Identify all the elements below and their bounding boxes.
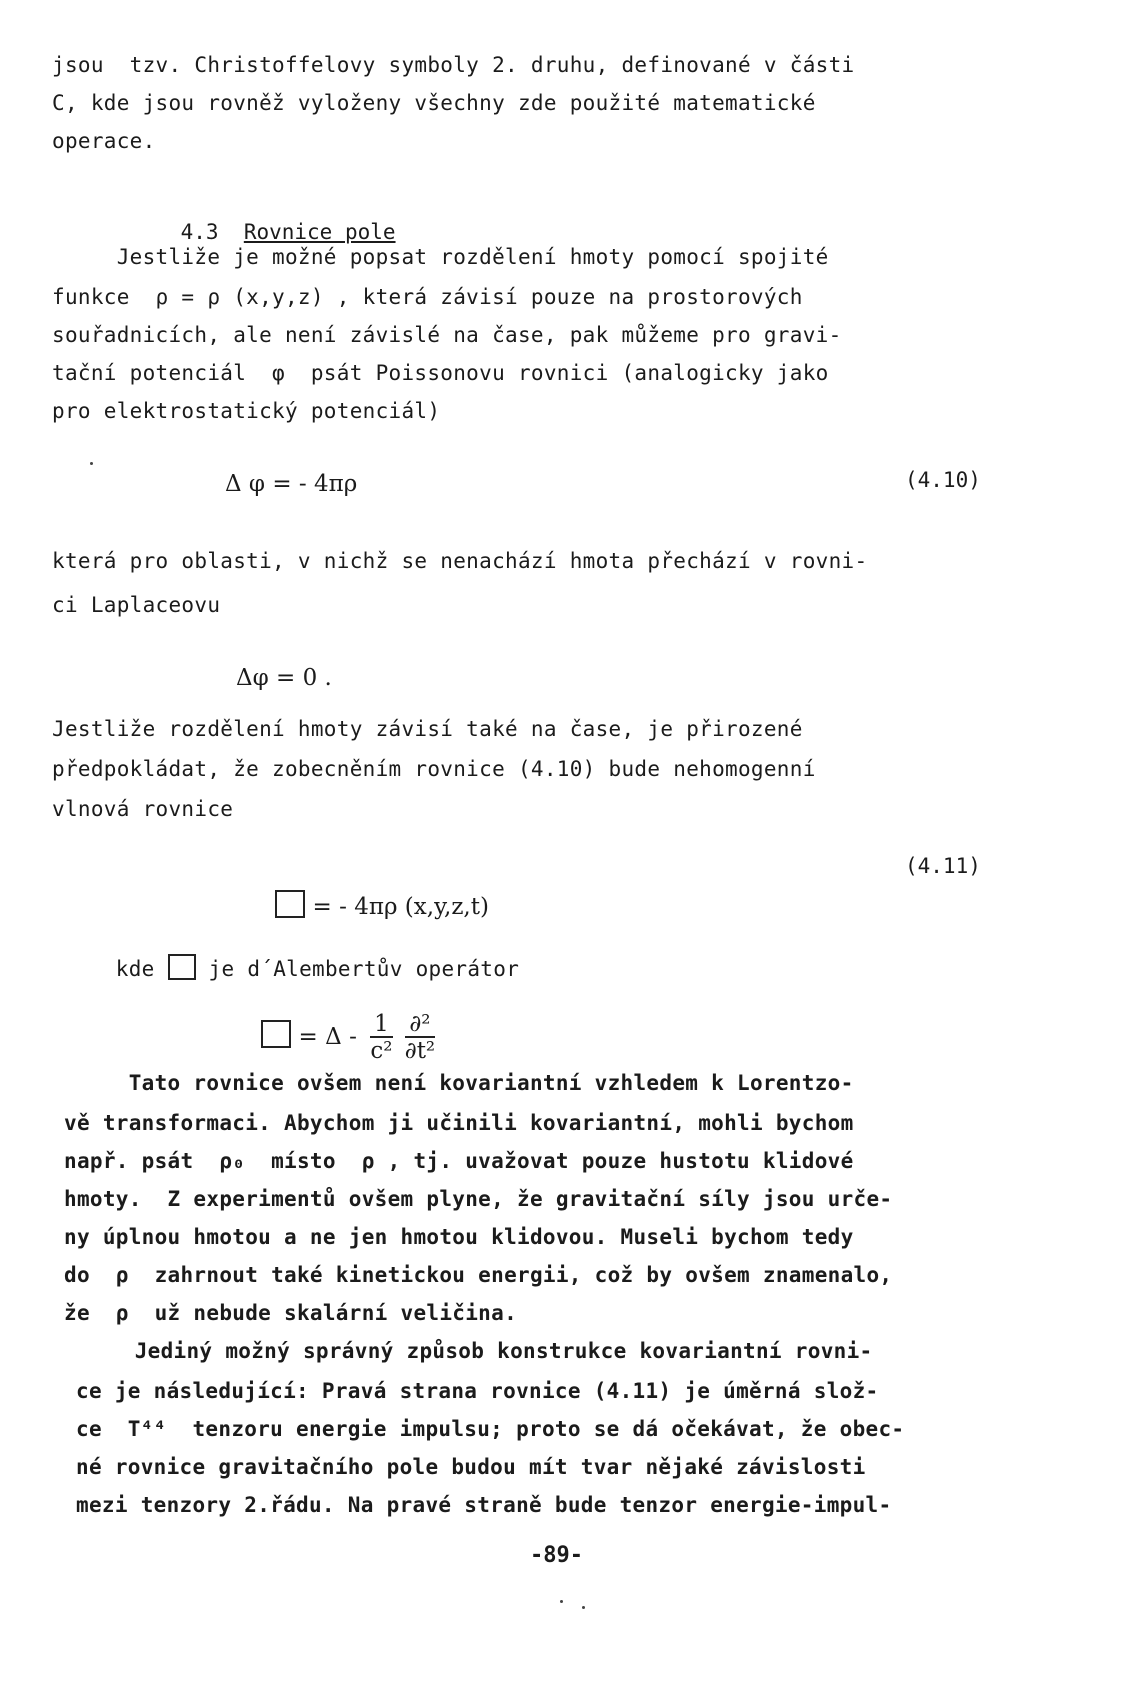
text-line: Tato rovnice ovšem není kovariantní vzhledem k Lorentzo-	[64, 1071, 854, 1095]
text-line: né rovnice gravitačního pole budou mít tvar nějaké závislosti	[76, 1455, 866, 1479]
text-line: hmoty. Z experimentů ovšem plyne, že gravitační síly jsou urče-	[64, 1187, 893, 1211]
text-line: ny úplnou hmotou a ne jen hmotou klidovou. Museli bychom tedy	[64, 1225, 854, 1249]
text-line: mezi tenzory 2.řádu. Na pravé straně bude tenzor energie-impul-	[76, 1493, 892, 1517]
text-line: Jestliže je možné popsat rozdělení hmoty pomocí spojité	[52, 245, 829, 269]
text-line: operace.	[52, 129, 156, 153]
scan-speck	[560, 1600, 563, 1603]
page-number: -89-	[530, 1543, 583, 1568]
equation-4-10: Δ φ = - 4πρ	[225, 471, 358, 497]
text-line: kde je d´Alembertův operátor	[64, 928, 519, 1008]
equation-number: (4.10)	[905, 468, 981, 492]
text-line: ci Laplaceovu	[52, 593, 221, 617]
section-number: 4.3	[180, 220, 219, 244]
text-line: Jestliže rozdělení hmoty závisí také na čase, je přirozené	[52, 717, 803, 741]
text-line: souřadnicích, ale není závislé na čase, pak můžeme pro gravi-	[52, 323, 842, 347]
scan-speck	[90, 462, 93, 465]
text-line: Jediný možný správný způsob konstrukce kovariantní rovni-	[70, 1339, 873, 1363]
text-line: do ρ zahrnout také kinetickou energii, což by ovšem znamenalo,	[64, 1263, 893, 1287]
text-line: jsou tzv. Christoffelovy symboly 2. druhu, definované v části	[52, 53, 855, 77]
fraction: $\frac{1}{\text{c²}}$	[370, 1011, 393, 1064]
text-line: funkce ρ = ρ (x,y,z) , která závisí pouze na prostorových	[52, 285, 803, 309]
text-line: že ρ už nebude skalární veličina.	[64, 1301, 518, 1325]
text-line: pro elektrostatický potenciál)	[52, 399, 441, 423]
fraction: $\frac{\text{∂²}}{\text{∂t²}}$	[404, 1011, 436, 1064]
dalembert-box-symbol	[168, 954, 196, 980]
text-line: vě transformaci. Abychom ji učinili kovariantní, mohli bychom	[64, 1111, 854, 1135]
section-title: Rovnice pole	[243, 220, 396, 244]
equation-number: (4.11)	[905, 854, 981, 878]
text-line: C, kde jsou rovněž vyloženy všechny zde použité matematické	[52, 91, 816, 115]
text-line: ce T⁴⁴ tenzoru energie impulsu; proto se dá očekávat, že obec-	[76, 1417, 905, 1441]
scan-speck	[582, 1606, 585, 1609]
text-line: předpokládat, že zobecněním rovnice (4.10) bude nehomogenní	[52, 757, 816, 781]
dalembert-box-symbol	[275, 890, 305, 918]
laplace-equation: Δφ = 0 .	[236, 665, 332, 691]
text-line: která pro oblasti, v nichž se nenachází hmota přechází v rovni-	[52, 549, 868, 573]
equation-4-11: = - 4πρ (x,y,z,t)	[246, 862, 489, 949]
text-line: např. psát ρ₀ místo ρ , tj. uvažovat pouze hustotu klidové	[64, 1149, 854, 1173]
text-line: ce je následující: Pravá strana rovnice (4.11) je úměrná slož-	[76, 1379, 879, 1403]
dalembert-operator-equation: = Δ - $\frac{1}{\text{c²}}$ $\frac{\text{∂²}}{\text{∂t²}}$	[232, 984, 441, 1092]
dalembert-box-symbol	[261, 1020, 291, 1048]
text-line: vlnová rovnice	[52, 797, 234, 821]
text-line: tační potenciál φ psát Poissonovu rovnici (analogicky jako	[52, 361, 829, 385]
